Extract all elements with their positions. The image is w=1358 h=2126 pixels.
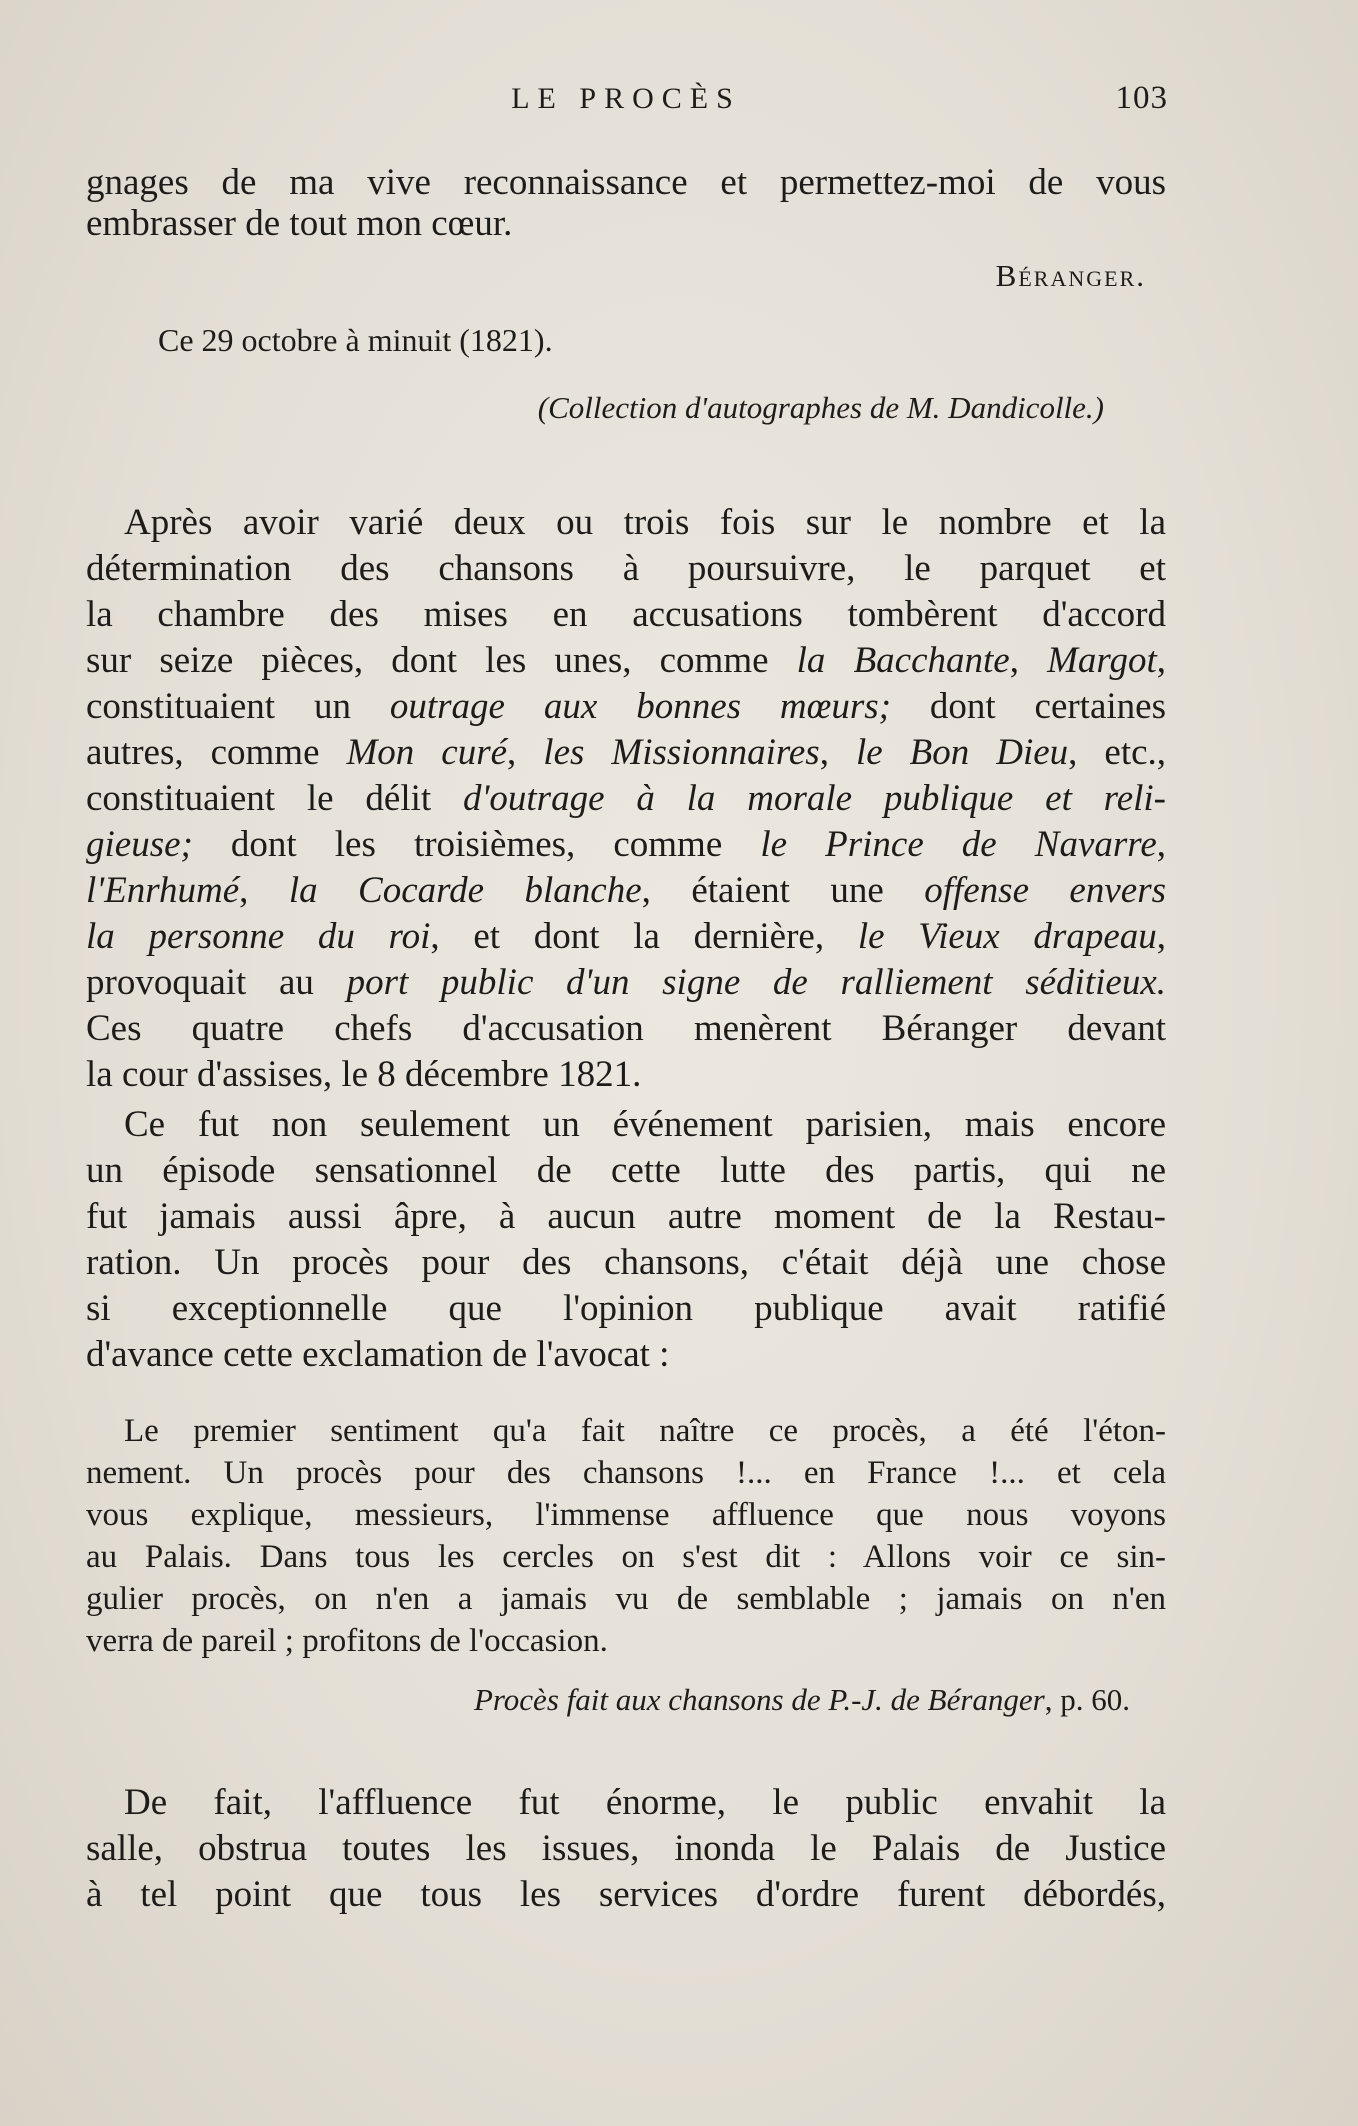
quote-line: verra de pareil ; profitons de l'occasion.	[86, 1623, 608, 1659]
text-run: dont les troisièmes, comme	[192, 824, 761, 865]
charge-text: d'outrage à la morale publique et reli-	[462, 778, 1166, 819]
paragraph-line: salle, obstrua toutes les issues, inonda le Palais de Justice	[86, 1828, 1166, 1869]
charge-text: port public d'un signe de ralliement séditieux.	[346, 962, 1166, 1003]
song-title: la Bacchante	[796, 640, 1010, 681]
song-title: le Bon Dieu	[855, 732, 1069, 773]
citation-title: Procès fait aux chansons de P.-J. de Béranger	[473, 1682, 1045, 1717]
text-run: , etc.,	[1068, 732, 1167, 773]
collection-source: (Collection d'autographes de M. Dandicolle.)	[537, 390, 1104, 425]
text-run: ,	[1156, 640, 1166, 681]
text-run: constituaient un	[86, 686, 390, 727]
paragraph-line	[86, 960, 1166, 1006]
paragraph-line	[86, 638, 1166, 684]
quote-line: Le premier sentiment qu'a fait naître ce procès, a été l'éton-	[124, 1413, 1166, 1449]
paragraph-line: Après avoir varié deux ou trois fois sur le nombre et la	[124, 502, 1166, 543]
song-title: la Cocarde blanche	[288, 870, 642, 911]
paragraph-line: fut jamais aussi âpre, à aucun autre moment de la Restau-	[86, 1196, 1166, 1237]
charge-text: la personne du roi	[86, 916, 431, 957]
quote-line: vous explique, messieurs, l'immense affluence que nous voyons	[86, 1497, 1166, 1533]
text-run: provoquait au	[86, 962, 347, 1003]
paragraph-line: détermination des chansons à poursuivre, le parquet et	[86, 548, 1166, 589]
paragraph-line: à tel point que tous les services d'ordre furent débordés,	[86, 1874, 1166, 1915]
song-title: le Prince de Navarre	[760, 824, 1157, 865]
text-run: dont certaines	[890, 686, 1166, 727]
quote-citation	[474, 1682, 1130, 1718]
paragraph-line	[86, 868, 1166, 914]
running-title: LE PROCÈS	[511, 82, 741, 115]
song-title: l'Enrhumé	[86, 870, 240, 911]
paragraph-line: Ce fut non seulement un événement parisien, mais encore	[124, 1104, 1166, 1145]
paragraph-line	[86, 730, 1166, 776]
quote-line: gulier procès, on n'en a jamais vu de semblable ; jamais on n'en	[86, 1581, 1166, 1617]
paragraph-line: la cour d'assises, le 8 décembre 1821.	[86, 1054, 642, 1095]
quote-line: au Palais. Dans tous les cercles on s'est dit : Allons voir ce sin-	[86, 1539, 1166, 1575]
paragraph-line: si exceptionnelle que l'opinion publique avait ratifié	[86, 1288, 1166, 1329]
letter-line: gnages de ma vive reconnaissance et permettez-moi de vous	[86, 162, 1166, 203]
paragraph-line: la chambre des mises en accusations tombèrent d'accord	[86, 594, 1166, 635]
song-title: Margot	[1047, 640, 1157, 681]
text-run: autres, comme	[86, 732, 347, 773]
text-run: , étaient une	[641, 870, 925, 911]
page-header	[86, 76, 1166, 126]
letter-dateline: Ce 29 octobre à minuit (1821).	[158, 322, 553, 358]
charge-text: outrage aux bonnes mœurs;	[389, 686, 891, 727]
text-run: ,	[1156, 916, 1166, 957]
paragraph-line	[86, 822, 1166, 868]
paragraph-line	[86, 776, 1166, 822]
text-run: ,	[1156, 824, 1167, 865]
paragraph-line: De fait, l'affluence fut énorme, le public envahit la	[124, 1782, 1166, 1823]
text-run: ,	[1009, 640, 1048, 681]
charge-text: gieuse;	[86, 824, 193, 865]
paragraph-line: d'avance cette exclamation de l'avocat :	[86, 1334, 670, 1375]
citation-page: , p. 60.	[1044, 1682, 1130, 1717]
quote-line: nement. Un procès pour des chansons !... en France !... et cela	[86, 1455, 1166, 1491]
letter-line: embrasser de tout mon cœur.	[86, 203, 513, 244]
text-run: ,	[239, 870, 289, 911]
paragraph-line: ration. Un procès pour des chansons, c'était déjà une chose	[86, 1242, 1166, 1283]
signature: Béranger.	[995, 258, 1146, 293]
text-run: constituaient le délit	[86, 778, 463, 819]
song-title: les Missionnaires	[543, 732, 820, 773]
text-run: ,	[507, 732, 544, 773]
song-title: le Vieux drapeau	[857, 916, 1157, 957]
text-run: , et dont la dernière,	[430, 916, 858, 957]
text-run: ,	[819, 732, 856, 773]
page-number: 103	[1115, 80, 1168, 116]
paragraph-line	[86, 684, 1166, 730]
text-run: sur seize pièces, dont les unes, comme	[86, 640, 797, 681]
paragraph-line: Ces quatre chefs d'accusation menèrent Béranger devant	[86, 1008, 1166, 1049]
charge-text: offense envers	[924, 870, 1166, 911]
paragraph-line	[86, 914, 1166, 960]
song-title: Mon curé	[346, 732, 508, 773]
paragraph-line: un épisode sensationnel de cette lutte des partis, qui ne	[86, 1150, 1166, 1191]
